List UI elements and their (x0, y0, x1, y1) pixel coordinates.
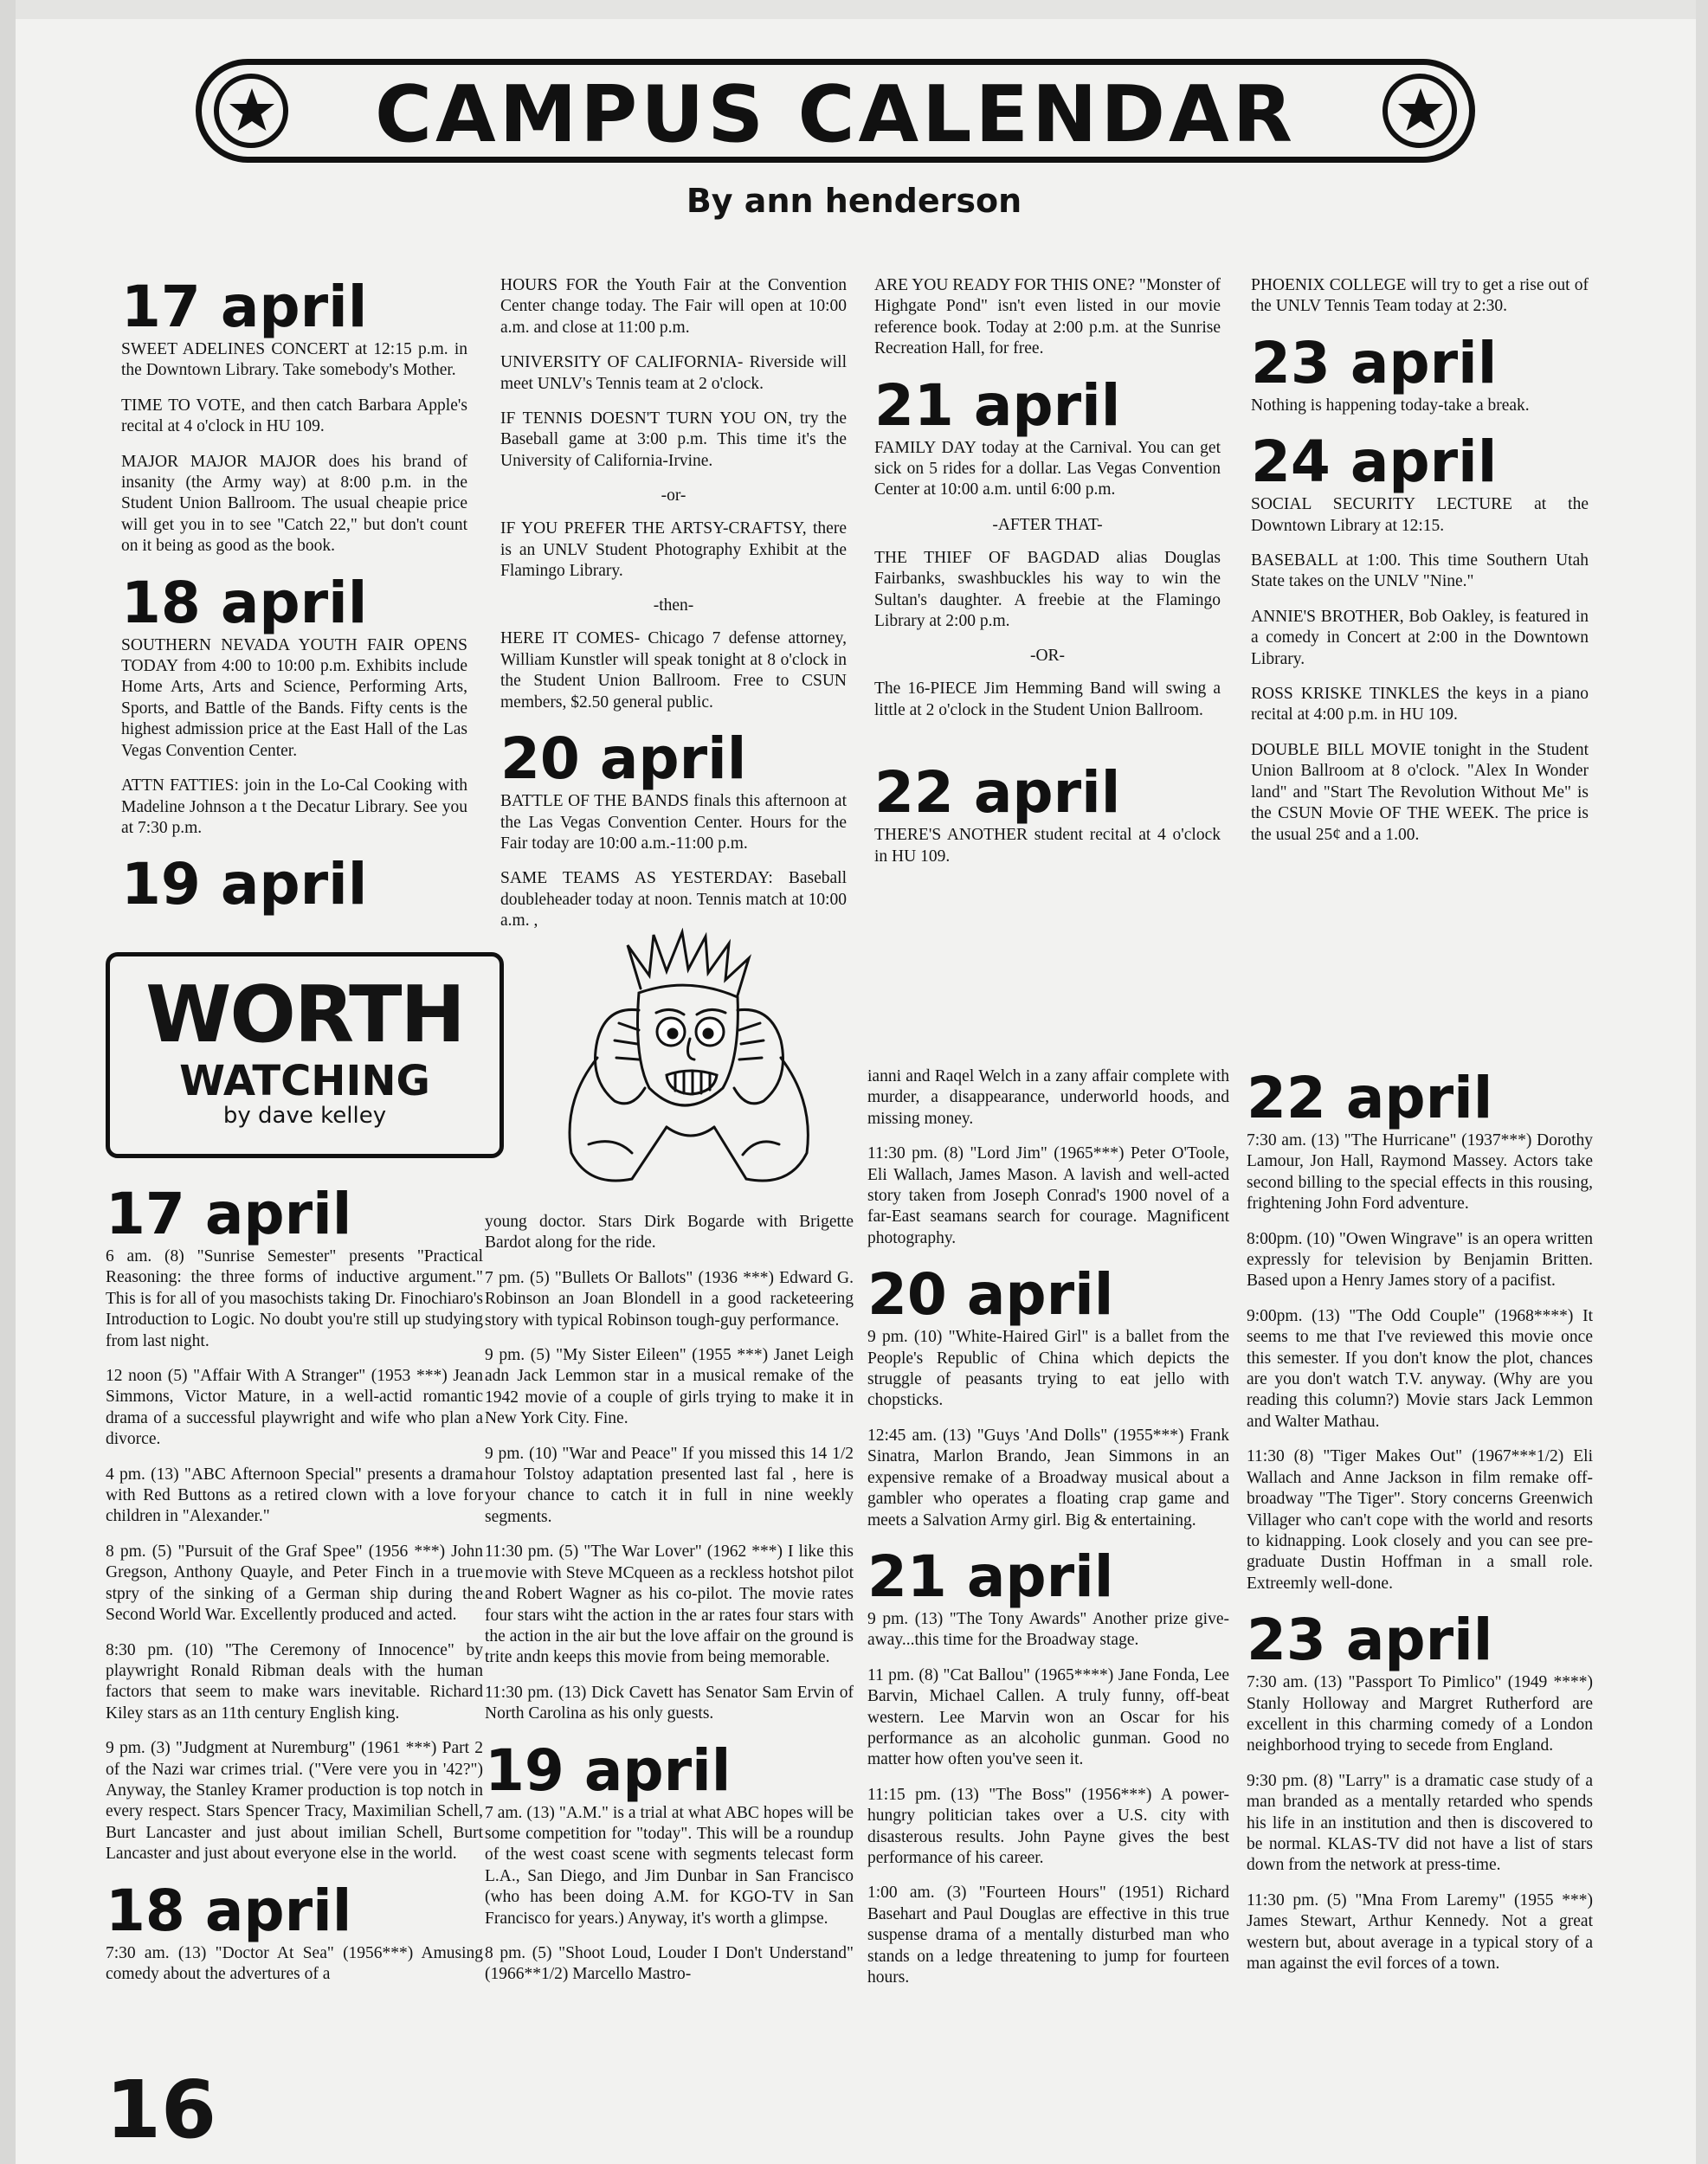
tv-listing: ianni and Raqel Welch in a zany affair complete with murder, a disappearance, underworld hoods, and missing money. (867, 1067, 1229, 1128)
calendar-entry: SOUTHERN NEVADA YOUTH FAIR OPENS TODAY from 4:00 to 10:00 p.m. Exhibits include Home Arts, Arts and Science, Performing Arts, Sports, and Battle of the Bands. Fifty cents is the highest admission price at the East Hall of the Las Vegas Convention Center. (121, 635, 467, 760)
star-icon (214, 74, 288, 148)
calendar-entry: ARE YOU READY FOR THIS ONE? "Monster of Highgate Pond" isn't even listed in our movie reference book. Today at 2:00 p.m. at the Sunrise Recreation Hall, for free. (874, 276, 1221, 358)
date-heading: 23 april (1247, 1607, 1493, 1674)
calendar-entry: HOURS FOR the Youth Fair at the Convention Center change today. The Fair will open at 10:00 a.m. and close at 11:00 p.m. (500, 276, 847, 337)
masthead-banner (196, 59, 1475, 163)
calendar-column-4 (1251, 275, 1589, 860)
tv-listing: 9 pm. (5) "My Sister Eileen" (1955 ***) Janet Leigh adn Jack Lemmon star in a musical remake of the 1942 movie of a couple of girls trying to make it in New York City. Fine. (485, 1346, 854, 1428)
date-heading: 20 april (867, 1261, 1114, 1329)
calendar-entry: SOCIAL SECURITY LECTURE at the Downtown Library at 12:15. (1251, 495, 1589, 535)
date-heading: 18 april (106, 1877, 352, 1944)
tv-listing: 11:30 pm. (5) "The War Lover" (1962 ***) I like this movie with Steve MCqueen as a reckless hotshot pilot and Robert Wagner as his co-pilot. The movie rates four stars wiht the action in the ar rates four stars with the action in the air but the love affair on the ground is trite andn keeps this movie from being memorable. (485, 1542, 854, 1667)
date-heading: 22 april (874, 759, 1121, 827)
separator-text: -AFTER THAT- (992, 515, 1103, 534)
calendar-column-2 (500, 275, 847, 946)
worth-title: WORTH (145, 969, 464, 1060)
worth-column-1 (106, 1182, 483, 1999)
date-heading: 17 april (121, 274, 368, 340)
paper-edge-right (1696, 0, 1708, 2164)
tv-listing: 9:30 pm. (8) "Larry" is a dramatic case study of a man branded as a mentally retarded who spends his life in an institution and then is discovered to be normal. KLAS-TV did not have a list of stars down from the network at press-time. (1247, 1771, 1593, 1875)
tv-listing: 12:45 am. (13) "Guys 'And Dolls" (1955***) Frank Sinatra, Marlon Brando, Jean Simmons in an expensive remake of a Broadway musical about a gambler who operates a floating crap game and meets a Salvation Army girl. Big & entertaining. (867, 1426, 1229, 1530)
worth-column-4 (1247, 1066, 1593, 1988)
separator-text: -OR- (1029, 647, 1066, 666)
date-heading: 21 april (874, 371, 1121, 439)
calendar-entry: PHOENIX COLLEGE will try to get a rise out of the UNLV Tennis Team today at 2:30. (1251, 276, 1589, 316)
calendar-entry: FAMILY DAY today at the Carnival. You can get sick on 5 rides for a dollar. Las Vegas Convention Center at 10:00 a.m. until 6:00 p.m. (874, 438, 1221, 499)
tv-listing: 11:15 pm. (13) "The Boss" (1956***) A power-hungry politician takes over a U.S. city with disasterous results. John Payne gives the best performance of his career. (867, 1785, 1229, 1867)
tv-listing: 11 pm. (8) "Cat Ballou" (1965****) Jane Fonda, Lee Barvin, Michael Callen. A truly funny, off-beat western. Lee Marvin won an Oscar for his performance as an alcoholic gunman. Good no matter how often you've seen it. (867, 1665, 1229, 1769)
tv-listing: 9 pm. (3) "Judgment at Nuremburg" (1961 ***) Part 2 of the Nazi war crimes trial. ("Vere vere you in '42?") Anyway, the Stanley Kramer production is top notch in every respect. Stars Spencer Tracy, Maximilian Schell, Burt Lancaster and just about imilian Schell, Burt Lancaster and just about everyone else in the world. (106, 1739, 483, 1864)
calendar-byline: By ann henderson (686, 182, 1022, 220)
worth-column-2 (485, 1212, 854, 2000)
calendar-column-1 (121, 275, 467, 917)
worth-byline: by dave kelley (222, 1103, 387, 1129)
tv-listing: 7:30 am. (13) "The Hurricane" (1937***) Dorothy Lamour, Jon Hall, Raymond Massey. Actors take second billing to the special effects in this rousing, frightening John Ford adventure. (1247, 1131, 1593, 1214)
calendar-entry: ROSS KRISKE TINKLES the keys in a piano recital at 4:00 p.m. in HU 109. (1251, 685, 1589, 725)
calendar-entry: IF TENNIS DOESN'T TURN YOU ON, try the Baseball game at 3:00 p.m. This time it's the University of California-Irvine. (500, 409, 847, 470)
star-icon (1383, 74, 1457, 148)
tv-listing: 9:00pm. (13) "The Odd Couple" (1968****) It seems to me that I've reviewed this movie once this semester. If you don't know the plot, chances are you don't watch T.V. anyway. (Why are you reading this column?) Movie stars Jack Lemmon and Walter Mathau. (1247, 1306, 1593, 1431)
tv-listing: 8 pm. (5) "Pursuit of the Graf Spee" (1956 ***) John Gregson, Anthony Quayle, and Peter Finch in a true stpry of the sinking of a German ship during the Second World War. Excellently produced and acted. (106, 1542, 483, 1625)
date-heading: 21 april (867, 1542, 1114, 1610)
date-heading: 17 april (106, 1181, 352, 1247)
paper-edge-left (0, 0, 16, 2164)
date-heading: 24 april (1251, 428, 1498, 496)
separator-text: -or- (661, 486, 686, 506)
tv-listing: 6 am. (8) "Sunrise Semester" presents "Practical Reasoning: the three forms of inductive argument." This is for all of you masochists taking Dr. Finochiaro's Introduction to Logic. No doubt you're still up studying from last night. (106, 1247, 483, 1350)
tv-listing: 11:30 pm. (5) "Mna From Laremy" (1955 ***) James Stewart, Arthur Kennedy. Not a great western but, about average in a typical story of a man against the evil forces of a town. (1247, 1890, 1593, 1973)
calendar-entry: BATTLE OF THE BANDS finals this afternoon at the Las Vegas Convention Center. Hours for the Fair today are 10:00 a.m.-11:00 p.m. (500, 792, 847, 853)
date-heading: 19 april (485, 1736, 732, 1804)
worth-watching-logo (106, 952, 504, 1158)
date-heading: 19 april (121, 851, 368, 918)
tv-listing: 7 am. (13) "A.M." is a trial at what ABC hopes will be some competition for "today". This will be a roundup of the west coast scene with segments telecast form L.A., San Diego, and Jim Dunbar in San Francisco (who has been doing A.M. for KGO-TV in San Francisco for years.) Anyway, it's worth a glimpse. (485, 1803, 854, 1928)
tv-listing: 8:30 pm. (10) "The Ceremony of Innocence" by playwright Ronald Ribman deals with the human factors that seem to make wars inevitable. Richard Kiley stars as an 11th century English king. (106, 1640, 483, 1723)
tv-listing: 11:30 pm. (8) "Lord Jim" (1965***) Peter O'Toole, Eli Wallach, James Mason. A lavish and well-acted story taken from Joseph Conrad's 1900 novel of a far-East seamans search for courage. Magnificent photography. (867, 1144, 1229, 1247)
tv-listing: 1:00 am. (3) "Fourteen Hours" (1951) Richard Basehart and Paul Douglas are effective in this true suspense drama of a mentally disturbed man who stands on a ledge threatening to jump for fourteen hours. (867, 1884, 1229, 1987)
page-number: 16 (106, 2064, 217, 2156)
watching-title: WATCHING (179, 1057, 430, 1105)
calendar-entry: IF YOU PREFER THE ARTSY-CRAFTSY, there is an UNLV Student Photography Exhibit at the Flamingo Library. (500, 519, 847, 581)
separator-text: -then- (653, 596, 694, 615)
tv-listing: young doctor. Stars Dirk Bogarde with Brigette Bardot along for the ride. (485, 1213, 854, 1253)
calendar-entry: HERE IT COMES- Chicago 7 defense attorney, William Kunstler will speak tonight at 8 o'clock in the Student Union Ballroom. Free to CSUN members, $2.50 general public. (500, 629, 847, 712)
tv-listing: 9 pm. (10) "War and Peace" If you missed this 14 1/2 hour Tolstoy adaptation presented last fal , here is your chance to catch it in full in nine weekly segments. (485, 1444, 854, 1526)
tv-listing: 8 pm. (5) "Shoot Loud, Louder I Don't Understand" (1966**1/2) Marcello Mastro- (485, 1943, 854, 1984)
calendar-entry: DOUBLE BILL MOVIE tonight in the Student Union Ballroom at 8 o'clock. "Alex In Wonder land" and "Start The Revolution Without Me" is the CSUN Movie OF THE WEEK. The price is the usual 25¢ and a 1.00. (1251, 740, 1589, 844)
calendar-entry: Nothing is happening today-take a break. (1251, 396, 1530, 415)
date-heading: 22 april (1247, 1065, 1493, 1131)
date-heading: 23 april (1251, 329, 1498, 396)
calendar-entry: SAME TEAMS AS YESTERDAY: Baseball doubleheader today at noon. Tennis match at 10:00 a.m. , (500, 869, 847, 931)
calendar-entry: THE THIEF OF BAGDAD alias Douglas Fairbanks, swashbuckles his way to win the Sultan's daughter. A freebie at the Flamingo Library at 2:00 p.m. (874, 548, 1221, 631)
tv-listing: 4 pm. (13) "ABC Afternoon Special" presents a drama with Red Buttons as a retired clown with a love for children in "Alexander." (106, 1465, 483, 1526)
date-heading: 20 april (500, 725, 747, 793)
calendar-column-3 (874, 275, 1221, 881)
tv-listing: 12 noon (5) "Affair With A Stranger" (1953 ***) Jean Simmons, Victor Mature, in a well-actid romantic drama of a successful playwright and wife who plan a divorce. (106, 1367, 483, 1449)
tv-listing: 11:30 (8) "Tiger Makes Out" (1967***1/2) Eli Wallach and Anne Jackson in film remake off-broadway "The Tiger". Story concerns Greenwich Villager who can't cope with the world and resorts to kidnapping. Look closely and you can see pre-graduate Dustin Hoffman in a small role. Extreemly well-done. (1247, 1447, 1593, 1593)
tv-listing: 7:30 am. (13) "Doctor At Sea" (1956***) Amusing comedy about the advertures of a (106, 1943, 483, 1983)
date-heading: 18 april (121, 569, 368, 636)
tv-listing: 7 pm. (5) "Bullets Or Ballots" (1936 ***) Edward G. Robinson an Joan Blondell in a good racketeering story with typical Robinson tough-guy performance. (485, 1268, 854, 1330)
tv-listing: 8:00pm. (10) "Owen Wingrave" is an opera written expressly for television by Benjamin Britten. Based upon a Henry James story of a pacifist. (1247, 1229, 1593, 1291)
calendar-entry: UNIVERSITY OF CALIFORNIA- Riverside will meet UNLV's Tennis team at 2 o'clock. (500, 353, 847, 393)
tv-listing: 11:30 pm. (13) Dick Cavett has Senator Sam Ervin of North Carolina as his only guests. (485, 1683, 854, 1723)
calendar-entry: SWEET ADELINES CONCERT at 12:15 p.m. in the Downtown Library. Take somebody's Mother. (121, 340, 467, 380)
calendar-entry: BASEBALL at 1:00. This time Southern Utah State takes on the UNLV "Nine." (1251, 551, 1589, 591)
tv-listing: 9 pm. (10) "White-Haired Girl" is a ballet from the People's Republic of China which depicts the struggle of peasants trying to eat jello with chopsticks. (867, 1328, 1229, 1410)
worth-column-3 (867, 1066, 1229, 2002)
calendar-entry: ATTN FATTIES: join in the Lo-Cal Cooking with Madeline Johnson a t the Decatur Library. See you at 7:30 p.m. (121, 776, 467, 837)
paper-edge-top (0, 0, 1708, 19)
masthead-title: CAMPUS CALENDAR (375, 69, 1296, 160)
anxious-man-cartoon-icon (537, 928, 831, 1196)
calendar-entry: The 16-PIECE Jim Hemming Band will swing a little at 2 o'clock in the Student Union Ballroom. (874, 679, 1221, 719)
calendar-entry: THERE'S ANOTHER student recital at 4 o'clock in HU 109. (874, 826, 1221, 866)
calendar-entry: TIME TO VOTE, and then catch Barbara Apple's recital at 4 o'clock in HU 109. (121, 396, 467, 436)
tv-listing: 7:30 am. (13) "Passport To Pimlico" (1949 ****) Stanly Holloway and Margret Rutherford are excellent in this charming comedy of a London neighborhood trying to secede from England. (1247, 1673, 1593, 1755)
calendar-entry: MAJOR MAJOR MAJOR does his brand of insanity (the Army way) at 8:00 p.m. in the Student Union Ballroom. The usual cheapie price will get you in to see "Catch 22," but don't count on it being as good as the book. (121, 452, 467, 556)
tv-listing: 9 pm. (13) "The Tony Awards" Another prize give-away...this time for the Broadway stage. (867, 1609, 1229, 1650)
calendar-entry: ANNIE'S BROTHER, Bob Oakley, is featured in a comedy in Concert at 2:00 in the Downtown Library. (1251, 607, 1589, 668)
